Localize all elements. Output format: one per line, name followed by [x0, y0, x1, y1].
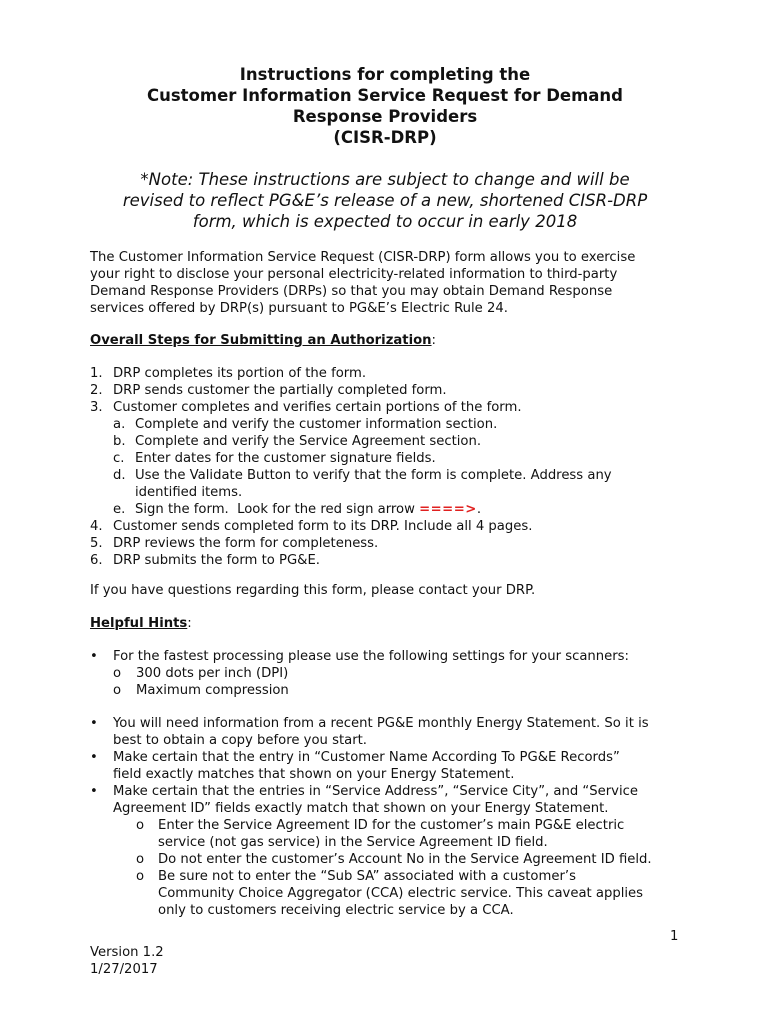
list-item-text: For the fastest processing please use the following settings for your scanners:: [113, 649, 629, 664]
steps-list: [90, 365, 690, 569]
list-item: [90, 467, 690, 484]
title-line-2: Customer Information Service Request for Demand: [146, 86, 623, 105]
list-item: [90, 450, 690, 467]
list-item-continuation: [90, 834, 690, 851]
list-marker: d.: [113, 468, 126, 483]
list-item: [90, 682, 690, 699]
list-marker: 3.: [90, 400, 103, 415]
intro-paragraph: [90, 249, 690, 317]
list-item: [90, 399, 690, 416]
list-item-text: Community Choice Aggregator (CCA) electric service. This caveat applies: [158, 886, 644, 901]
list-item: [90, 817, 690, 834]
list-item-text: Enter the Service Agreement ID for the customer’s main PG&E electric: [158, 818, 625, 833]
list-item-text: Make certain that the entries in “Service Address”, “Service City”, and “Service: [113, 784, 639, 799]
note-line-1: *Note: These instructions are subject to change and will be: [140, 170, 630, 189]
steps-heading: [90, 332, 690, 349]
list-item-text: Complete and verify the customer information section.: [135, 417, 498, 432]
intro-line-1: The Customer Information Service Request (CISR-DRP) form allows you to exercise: [90, 250, 636, 265]
list-marker: c.: [113, 451, 125, 466]
list-item-text: Be sure not to enter the “Sub SA” associated with a customer’s: [158, 869, 576, 884]
list-marker: b.: [113, 434, 126, 449]
list-item-continuation: [90, 732, 690, 749]
list-item-text: Sign the form. Look for the red sign arrow: [135, 502, 420, 517]
list-item: [90, 535, 690, 552]
intro-line-2: your right to disclose your personal electricity-related information to third-party: [90, 267, 618, 282]
list-item-continuation: [90, 885, 690, 902]
list-item-text: DRP completes its portion of the form.: [113, 366, 367, 381]
hints-list-1: [90, 648, 690, 699]
list-item: [90, 783, 690, 800]
list-item: [90, 501, 690, 518]
list-item: [90, 868, 690, 885]
list-item: [90, 749, 690, 766]
page-number: 1: [670, 929, 679, 944]
list-marker: 4.: [90, 519, 103, 534]
list-item: [90, 648, 690, 665]
list-item-text: Make certain that the entry in “Customer Name According To PG&E Records”: [113, 750, 620, 765]
bullet-icon: •: [90, 750, 98, 765]
sub-bullet-icon: o: [136, 852, 145, 867]
list-item: [90, 365, 690, 382]
list-item-text: field exactly matches that shown on your Energy Statement.: [113, 767, 515, 782]
title-line-3: Response Providers: [292, 107, 478, 126]
list-marker: 6.: [90, 553, 103, 568]
hints-heading-text: Helpful Hints: [90, 616, 188, 631]
list-marker: 1.: [90, 366, 103, 381]
intro-line-4: services offered by DRP(s) pursuant to PG&E’s Electric Rule 24.: [90, 301, 508, 316]
footer: [90, 944, 164, 978]
revision-note: [80, 169, 690, 232]
list-item: [90, 665, 690, 682]
list-item-text: DRP reviews the form for completeness.: [113, 536, 379, 551]
list-item-text: Do not enter the customer’s Account No in the Service Agreement ID field.: [158, 852, 652, 867]
title-line-4: (CISR-DRP): [333, 128, 437, 147]
bullet-icon: •: [90, 649, 98, 664]
note-line-3: form, which is expected to occur in early 2018: [192, 212, 578, 231]
list-item: [90, 416, 690, 433]
list-item: [90, 433, 690, 450]
list-item-text: only to customers receiving electric service by a CCA.: [158, 903, 514, 918]
red-sign-arrow: ====>: [419, 502, 477, 517]
list-marker: 2.: [90, 383, 103, 398]
intro-line-3: Demand Response Providers (DRPs) so that you may obtain Demand Response: [90, 284, 613, 299]
hints-heading-colon: :: [187, 616, 192, 631]
list-item-text: DRP sends customer the partially completed form.: [113, 383, 447, 398]
version-date: 1/27/2017: [90, 962, 158, 977]
steps-heading-colon: :: [431, 333, 436, 348]
list-item-text: service (not gas service) in the Service Agreement ID field.: [158, 835, 548, 850]
bullet-icon: •: [90, 716, 98, 731]
list-item-text: Maximum compression: [136, 683, 289, 698]
list-item-text: Agreement ID” fields exactly match that shown on your Energy Statement.: [113, 801, 609, 816]
list-marker: 5.: [90, 536, 103, 551]
hints-list-2: [90, 715, 690, 919]
list-item-text: identified items.: [135, 485, 243, 500]
version-label: Version 1.2: [90, 945, 164, 960]
list-item-text: Complete and verify the Service Agreement section.: [135, 434, 482, 449]
sub-bullet-icon: o: [113, 683, 122, 698]
sub-bullet-icon: o: [136, 869, 145, 884]
list-item: [90, 518, 690, 535]
list-item-continuation: [90, 484, 690, 501]
list-item-text: Enter dates for the customer signature fields.: [135, 451, 436, 466]
questions-paragraph: If you have questions regarding this form, please contact your DRP.: [90, 583, 536, 598]
note-line-2: revised to reflect PG&E’s release of a new, shortened CISR-DRP: [122, 191, 648, 210]
list-item-text: You will need information from a recent PG&E monthly Energy Statement. So it is: [113, 716, 649, 731]
list-item-text: Customer completes and verifies certain portions of the form.: [113, 400, 522, 415]
list-item-continuation: [90, 902, 690, 919]
document-title: [90, 64, 680, 148]
list-item: [90, 552, 690, 569]
list-item-text: Customer sends completed form to its DRP. Include all 4 pages.: [113, 519, 533, 534]
list-marker: e.: [113, 502, 126, 517]
bullet-icon: •: [90, 784, 98, 799]
title-line-1: Instructions for completing the: [239, 65, 531, 84]
hints-heading: [90, 615, 690, 632]
list-item-text: Use the Validate Button to verify that the form is complete. Address any: [135, 468, 612, 483]
list-item-text: DRP submits the form to PG&E.: [113, 553, 320, 568]
list-item-text: 300 dots per inch (DPI): [136, 666, 289, 681]
list-item-text: best to obtain a copy before you start.: [113, 733, 367, 748]
list-item: [90, 382, 690, 399]
list-item: [90, 851, 690, 868]
list-item-continuation: [90, 766, 690, 783]
list-item-continuation: [90, 800, 690, 817]
list-item-text-end: .: [476, 502, 482, 517]
sub-bullet-icon: o: [136, 818, 145, 833]
sub-bullet-icon: o: [113, 666, 122, 681]
list-item: [90, 715, 690, 732]
list-marker: a.: [113, 417, 126, 432]
steps-heading-text: Overall Steps for Submitting an Authorization: [90, 333, 432, 348]
